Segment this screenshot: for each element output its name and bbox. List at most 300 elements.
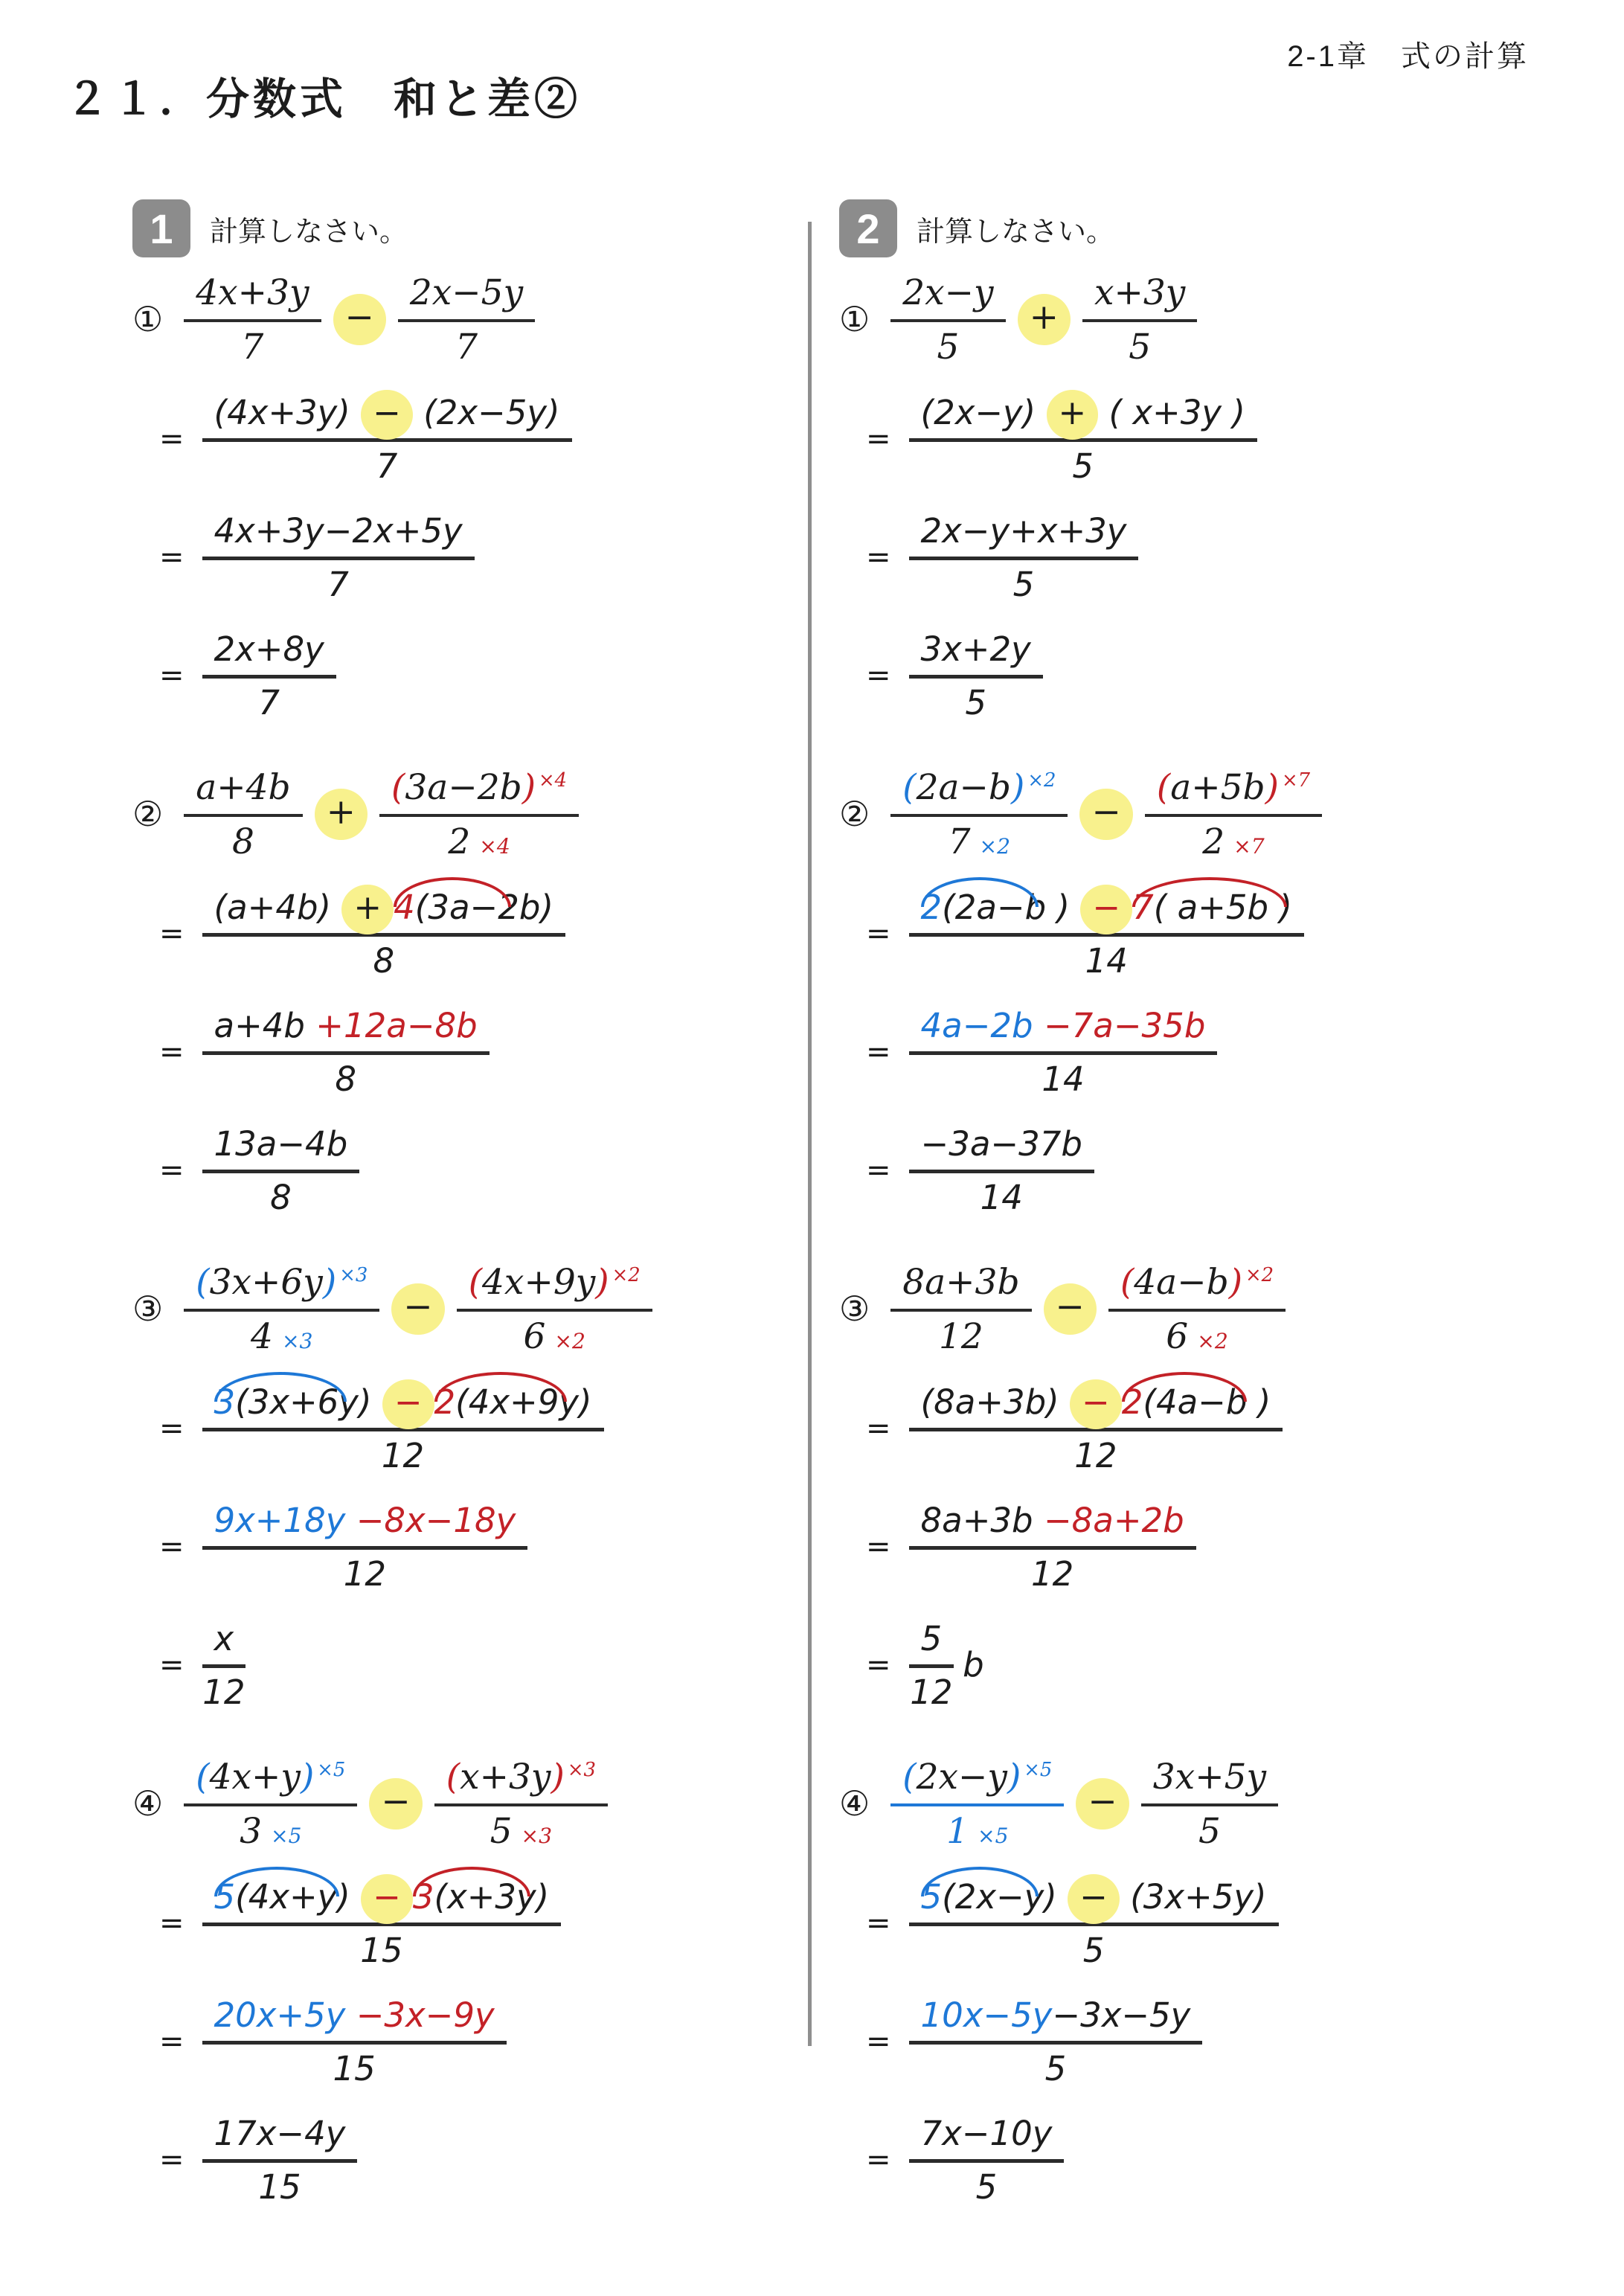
segment: 7 bbox=[1132, 888, 1154, 927]
segment: 3 bbox=[412, 1877, 434, 1917]
problem-1-2 bbox=[132, 766, 817, 1217]
printed-fraction bbox=[890, 766, 1068, 862]
numerator bbox=[202, 1381, 604, 1431]
segment: 5 bbox=[937, 327, 960, 368]
problem-1-1 bbox=[132, 271, 817, 722]
segment: ) bbox=[1007, 1757, 1021, 1798]
numerator bbox=[1082, 271, 1197, 322]
segment: 3a−2b bbox=[405, 767, 522, 808]
printed-fraction bbox=[398, 271, 535, 368]
handwritten-fraction bbox=[909, 1499, 1196, 1594]
denominator bbox=[937, 322, 959, 368]
segment: ( bbox=[446, 1757, 460, 1798]
solution-step bbox=[839, 1123, 1524, 1217]
solution-step bbox=[839, 1994, 1524, 2088]
printed-fraction bbox=[184, 1260, 379, 1357]
segment: (2x−5y) bbox=[412, 393, 560, 432]
segment: ) bbox=[1011, 767, 1025, 808]
segment: 2 bbox=[920, 888, 943, 927]
denominator bbox=[202, 1668, 245, 1712]
segment: (3x+5y) bbox=[1119, 1877, 1267, 1917]
coefficient-tail bbox=[963, 1645, 984, 1684]
segment: 4 bbox=[251, 1316, 273, 1357]
segment: 5 bbox=[490, 1811, 513, 1852]
solution-step bbox=[132, 1004, 817, 1099]
highlighted-operator: − bbox=[333, 294, 386, 345]
segment: ×2 bbox=[554, 1329, 585, 1353]
solution-step bbox=[132, 1381, 817, 1475]
chapter-label: 2-1章 式の計算 bbox=[1287, 40, 1529, 73]
segment: +12a−8b bbox=[315, 1006, 478, 1045]
equals-sign: = bbox=[866, 2142, 891, 2177]
segment: −8a+2b bbox=[1043, 1501, 1184, 1540]
highlighted-operator: − bbox=[361, 390, 413, 440]
segment: ) bbox=[521, 767, 536, 808]
segment: (x+3y) bbox=[434, 1877, 550, 1917]
segment: 5 bbox=[1082, 1931, 1105, 1970]
highlighted-operator: − bbox=[391, 1283, 444, 1335]
handwritten-fraction bbox=[909, 391, 1257, 486]
numerator bbox=[202, 1617, 246, 1668]
solution-step bbox=[132, 1876, 817, 1970]
equals-sign: = bbox=[159, 421, 184, 456]
numerator bbox=[909, 510, 1139, 560]
segment: 2 bbox=[434, 1382, 456, 1422]
problem-1-4 bbox=[132, 1755, 817, 2207]
denominator bbox=[241, 322, 263, 368]
highlighted-operator: + bbox=[315, 789, 368, 840]
solution-step bbox=[839, 391, 1524, 486]
equals-sign: = bbox=[866, 1529, 891, 1564]
page-title: ２１．分数式 和と差② bbox=[65, 75, 582, 124]
segment: (4a−b ) bbox=[1143, 1382, 1271, 1422]
segment: 1 bbox=[946, 1811, 969, 1852]
printed-fraction bbox=[1141, 1755, 1278, 1852]
segment: 2x−y bbox=[916, 1757, 1007, 1798]
solution-step bbox=[132, 2112, 817, 2207]
segment: (3a−2b) bbox=[414, 888, 553, 927]
handwritten-fraction bbox=[202, 1381, 604, 1475]
segment: 3x+6y bbox=[209, 1262, 323, 1303]
solution-step bbox=[839, 1499, 1524, 1594]
multiplier-arc bbox=[214, 1382, 341, 1384]
segment: 5 bbox=[920, 1877, 943, 1917]
problem-number: ③ bbox=[839, 1289, 870, 1328]
handwritten-fraction bbox=[909, 1381, 1283, 1475]
multiplier-arc bbox=[921, 888, 1033, 889]
handwritten-fraction bbox=[202, 628, 336, 722]
segment: ×3 bbox=[281, 1329, 313, 1353]
numerator bbox=[909, 886, 1304, 937]
segment: (8a+3b) bbox=[920, 1382, 1071, 1422]
solution-step bbox=[132, 1994, 817, 2088]
equals-sign: = bbox=[866, 1411, 891, 1446]
handwritten-fraction bbox=[202, 1876, 562, 1970]
given-expression bbox=[839, 766, 1524, 862]
equals-sign: = bbox=[159, 2142, 184, 2177]
denominator bbox=[1166, 1312, 1227, 1357]
printed-fraction bbox=[890, 271, 1005, 368]
denominator bbox=[344, 1550, 386, 1594]
segment: (4x+3y) bbox=[214, 393, 362, 432]
numerator bbox=[184, 766, 302, 817]
segment: ×2 bbox=[979, 834, 1011, 859]
highlighted-operator: + bbox=[1047, 390, 1099, 440]
denominator bbox=[1013, 560, 1035, 604]
printed-fraction bbox=[890, 1755, 1064, 1852]
numerator bbox=[202, 886, 565, 937]
equals-sign: = bbox=[866, 1647, 891, 1682]
denominator bbox=[490, 1806, 552, 1852]
solution-step bbox=[839, 1617, 1524, 1712]
segment: 14 bbox=[980, 1178, 1023, 1217]
segment: 5 bbox=[214, 1877, 236, 1917]
numerator bbox=[398, 271, 535, 322]
segment: (2x−y) bbox=[942, 1877, 1068, 1917]
segment: ( bbox=[391, 767, 405, 808]
segment: 8a+3b bbox=[902, 1262, 1020, 1303]
segment: 8 bbox=[232, 821, 254, 862]
equals-sign: = bbox=[159, 1647, 184, 1682]
segment: ×2 bbox=[1027, 769, 1056, 792]
denominator bbox=[1129, 322, 1151, 368]
highlighted-operator: − bbox=[1076, 1778, 1129, 1830]
printed-fraction bbox=[1108, 1260, 1286, 1357]
denominator bbox=[1198, 1806, 1221, 1852]
denominator bbox=[965, 679, 986, 722]
numerator bbox=[184, 271, 321, 322]
numerator bbox=[909, 1994, 1203, 2045]
printed-fraction bbox=[184, 271, 321, 368]
segment: −3x−5y bbox=[1052, 1995, 1191, 2035]
segment: 15 bbox=[333, 2049, 376, 2088]
numerator bbox=[202, 1994, 507, 2045]
section-2-instruction: 計算しなさい。 bbox=[917, 216, 1115, 248]
segment: 7 bbox=[241, 327, 264, 368]
printed-fraction bbox=[434, 1755, 608, 1852]
segment: 5 bbox=[1198, 1811, 1221, 1852]
segment: ×2 bbox=[1197, 1329, 1228, 1353]
denominator bbox=[949, 817, 1010, 862]
segment: ×5 bbox=[270, 1824, 302, 1848]
highlighted-operator: − bbox=[361, 1874, 413, 1924]
solution-step bbox=[839, 510, 1524, 604]
numerator bbox=[1141, 1755, 1278, 1806]
segment: 4x+9y bbox=[482, 1262, 596, 1303]
segment: ) bbox=[595, 1262, 609, 1303]
printed-fraction bbox=[379, 766, 579, 862]
segment: 8 bbox=[270, 1178, 292, 1217]
segment: 5 bbox=[965, 683, 986, 722]
problem-number: ① bbox=[132, 300, 164, 339]
segment: 20x+5y bbox=[214, 1995, 356, 2035]
highlighted-operator: − bbox=[1068, 1874, 1120, 1924]
numerator bbox=[909, 391, 1257, 442]
highlighted-operator: − bbox=[1079, 789, 1132, 840]
segment: 15 bbox=[360, 1931, 403, 1970]
segment: ( a+5b ) bbox=[1153, 888, 1292, 927]
handwritten-fraction bbox=[909, 1004, 1218, 1099]
problem-1-3 bbox=[132, 1260, 817, 1712]
highlighted-operator: + bbox=[341, 885, 394, 934]
segment: 14 bbox=[1085, 941, 1128, 981]
numerator bbox=[890, 766, 1068, 817]
segment: 3 bbox=[214, 1382, 236, 1422]
equals-sign: = bbox=[159, 658, 184, 693]
denominator bbox=[1072, 442, 1094, 486]
segment: 5 bbox=[1129, 327, 1152, 368]
segment: 3x+2y bbox=[920, 629, 1031, 669]
handwritten-fraction bbox=[909, 1876, 1279, 1970]
segment: ( bbox=[1120, 1262, 1134, 1303]
denominator bbox=[333, 2045, 375, 2088]
denominator bbox=[270, 1173, 292, 1217]
equals-sign: = bbox=[159, 1152, 184, 1187]
segment: 12 bbox=[202, 1673, 245, 1712]
numerator bbox=[434, 1755, 608, 1806]
numerator bbox=[909, 1617, 954, 1668]
numerator bbox=[202, 1499, 528, 1550]
highlighted-operator: − bbox=[1080, 885, 1132, 934]
segment: x bbox=[214, 1619, 234, 1658]
multiplier-arc bbox=[413, 1877, 524, 1879]
problem-number: ② bbox=[839, 795, 870, 833]
segment: 14 bbox=[1042, 1059, 1085, 1099]
segment: 2x−5y bbox=[409, 272, 524, 313]
segment: 8a+3b bbox=[920, 1501, 1044, 1540]
segment: −3x−9y bbox=[356, 1995, 495, 2035]
problem-2-4 bbox=[839, 1755, 1524, 2207]
equals-sign: = bbox=[866, 421, 891, 456]
denominator bbox=[1085, 937, 1128, 981]
multiplier-arc bbox=[1122, 1382, 1241, 1384]
handwritten-fraction bbox=[909, 510, 1139, 604]
solution-step bbox=[839, 1004, 1524, 1099]
numerator bbox=[202, 2112, 358, 2163]
segment: (2x−y) bbox=[920, 393, 1047, 432]
solution-step bbox=[839, 886, 1524, 981]
problem-number: ② bbox=[132, 795, 164, 833]
highlighted-operator: + bbox=[1018, 294, 1071, 345]
segment: 4a−b bbox=[1134, 1262, 1229, 1303]
numerator bbox=[202, 510, 475, 560]
problem-2-3 bbox=[839, 1260, 1524, 1712]
numerator bbox=[202, 1876, 562, 1926]
multiplier-arc bbox=[434, 1382, 561, 1384]
segment: 4 bbox=[394, 888, 415, 927]
segment: ×2 bbox=[612, 1264, 641, 1287]
denominator bbox=[373, 937, 394, 981]
solution-step bbox=[132, 1617, 817, 1712]
handwritten-fraction bbox=[909, 1617, 954, 1712]
section-1-header bbox=[132, 199, 817, 257]
equals-sign: = bbox=[159, 1905, 184, 1940]
section-1-instruction: 計算しなさい。 bbox=[210, 216, 408, 248]
printed-fraction bbox=[457, 1260, 652, 1357]
segment: 7 bbox=[948, 821, 971, 862]
segment: ×5 bbox=[1024, 1759, 1053, 1782]
denominator-annotation bbox=[946, 1806, 1008, 1852]
given-expression bbox=[839, 271, 1524, 368]
segment: (a+4b) bbox=[214, 888, 342, 927]
segment: a+5b bbox=[1170, 767, 1265, 808]
numerator bbox=[890, 1260, 1031, 1312]
highlighted-operator: − bbox=[369, 1778, 422, 1830]
denominator bbox=[910, 1668, 952, 1712]
segment: −7a−35b bbox=[1043, 1006, 1206, 1045]
problem-2-2 bbox=[839, 766, 1524, 1217]
segment: ×5 bbox=[977, 1824, 1009, 1848]
segment: 4x+y bbox=[209, 1757, 301, 1798]
segment: (3x+6y) bbox=[235, 1382, 382, 1422]
segment: 12 bbox=[910, 1673, 953, 1712]
numerator bbox=[184, 1260, 379, 1312]
segment: ( bbox=[196, 1262, 210, 1303]
numerator bbox=[909, 1499, 1196, 1550]
numerator bbox=[1145, 766, 1322, 817]
segment: 8 bbox=[373, 941, 395, 981]
segment: 8 bbox=[335, 1059, 356, 1099]
handwritten-fraction bbox=[202, 1123, 360, 1217]
segment: ( bbox=[902, 767, 917, 808]
multiplier-arc bbox=[1132, 888, 1281, 889]
highlighted-operator: − bbox=[1070, 1379, 1122, 1429]
segment: 13a−4b bbox=[214, 1124, 348, 1164]
segment: b bbox=[963, 1645, 984, 1684]
printed-fraction bbox=[184, 766, 302, 862]
numerator bbox=[909, 628, 1043, 679]
highlighted-operator: − bbox=[1044, 1283, 1097, 1335]
equals-sign: = bbox=[866, 1905, 891, 1940]
given-expression bbox=[839, 1755, 1524, 1852]
denominator bbox=[1042, 1055, 1084, 1099]
denominator bbox=[448, 817, 510, 862]
numerator bbox=[202, 1004, 490, 1055]
segment: (4x+y) bbox=[235, 1877, 362, 1917]
equals-sign: = bbox=[866, 539, 891, 574]
segment: 5 bbox=[1044, 2049, 1067, 2088]
segment: 5 bbox=[1072, 446, 1094, 486]
problem-2-1 bbox=[839, 271, 1524, 722]
segment: 4x+3y bbox=[196, 272, 309, 313]
segment: 2a−b bbox=[916, 767, 1011, 808]
numerator bbox=[1108, 1260, 1286, 1312]
handwritten-fraction bbox=[202, 391, 572, 486]
numerator bbox=[890, 271, 1005, 322]
numerator bbox=[202, 391, 572, 442]
given-expression bbox=[132, 1755, 817, 1852]
solution-step bbox=[839, 628, 1524, 722]
printed-fraction bbox=[1082, 271, 1197, 368]
solution-step bbox=[839, 1381, 1524, 1475]
segment: 2x−y bbox=[902, 272, 994, 313]
denominator bbox=[335, 1055, 356, 1099]
segment: (4x+9y) bbox=[455, 1382, 592, 1422]
segment: 7 bbox=[376, 446, 398, 486]
handwritten-fraction bbox=[202, 1499, 528, 1594]
solution-step bbox=[132, 391, 817, 486]
segment: 7 bbox=[455, 327, 478, 368]
equals-sign: = bbox=[159, 1034, 184, 1069]
handwritten-fraction bbox=[909, 886, 1304, 981]
numerator bbox=[909, 2112, 1065, 2163]
denominator bbox=[327, 560, 349, 604]
segment: ) bbox=[551, 1757, 565, 1798]
multiplier-arc bbox=[921, 1877, 1033, 1879]
numerator bbox=[379, 766, 579, 817]
problem-number: ③ bbox=[132, 1289, 164, 1328]
segment: ×5 bbox=[317, 1759, 346, 1782]
segment: ) bbox=[300, 1757, 315, 1798]
segment: a+4b bbox=[196, 767, 291, 808]
segment: −3a−37b bbox=[920, 1124, 1082, 1164]
segment: ×2 bbox=[1245, 1264, 1274, 1287]
denominator bbox=[981, 1173, 1023, 1217]
denominator bbox=[240, 1806, 301, 1852]
denominator bbox=[1083, 1926, 1105, 1970]
numerator bbox=[202, 1123, 360, 1173]
denominator bbox=[455, 322, 478, 368]
problem-number: ④ bbox=[132, 1784, 164, 1823]
equals-sign: = bbox=[159, 1411, 184, 1446]
denominator bbox=[258, 2163, 301, 2207]
segment: 4x+3y−2x+5y bbox=[214, 511, 463, 551]
segment: −8x−18y bbox=[356, 1501, 516, 1540]
multiplier-arc bbox=[214, 1877, 333, 1879]
numerator bbox=[202, 628, 336, 679]
numerator bbox=[457, 1260, 652, 1312]
segment: 12 bbox=[1031, 1554, 1074, 1594]
given-expression bbox=[839, 1260, 1524, 1357]
segment: 2x+8y bbox=[214, 629, 324, 669]
denominator bbox=[258, 679, 280, 722]
segment: ( bbox=[1156, 767, 1171, 808]
solution-step bbox=[132, 510, 817, 604]
segment: 5 bbox=[975, 2167, 998, 2207]
segment: 15 bbox=[258, 2167, 301, 2207]
printed-fraction bbox=[184, 1755, 357, 1852]
segment: 2 bbox=[1202, 821, 1225, 862]
segment: 6 bbox=[523, 1316, 546, 1357]
segment: 7x−10y bbox=[920, 2114, 1053, 2153]
handwritten-fraction bbox=[202, 1004, 490, 1099]
solution-step bbox=[132, 1123, 817, 1217]
segment: 5 bbox=[1012, 565, 1035, 604]
denominator bbox=[1074, 1431, 1117, 1475]
given-expression bbox=[132, 766, 817, 862]
segment: 3 bbox=[240, 1811, 262, 1852]
printed-fraction bbox=[890, 1260, 1031, 1357]
problem-number: ④ bbox=[839, 1784, 870, 1823]
handwritten-fraction bbox=[202, 510, 475, 604]
denominator bbox=[523, 1312, 585, 1357]
handwritten-fraction bbox=[909, 2112, 1065, 2207]
segment: 2 bbox=[448, 821, 471, 862]
denominator bbox=[232, 817, 254, 862]
segment: 5 bbox=[920, 1619, 943, 1658]
denominator bbox=[251, 1312, 312, 1357]
given-expression bbox=[132, 271, 817, 368]
segment: ×7 bbox=[1233, 834, 1265, 859]
segment: ×7 bbox=[1281, 769, 1311, 792]
numerator bbox=[890, 1755, 1064, 1806]
segment: ) bbox=[1265, 767, 1279, 808]
solution-step bbox=[132, 628, 817, 722]
section-2 bbox=[839, 199, 1524, 2250]
segment: 12 bbox=[343, 1554, 387, 1594]
segment: ×4 bbox=[539, 769, 568, 792]
equals-sign: = bbox=[866, 916, 891, 951]
